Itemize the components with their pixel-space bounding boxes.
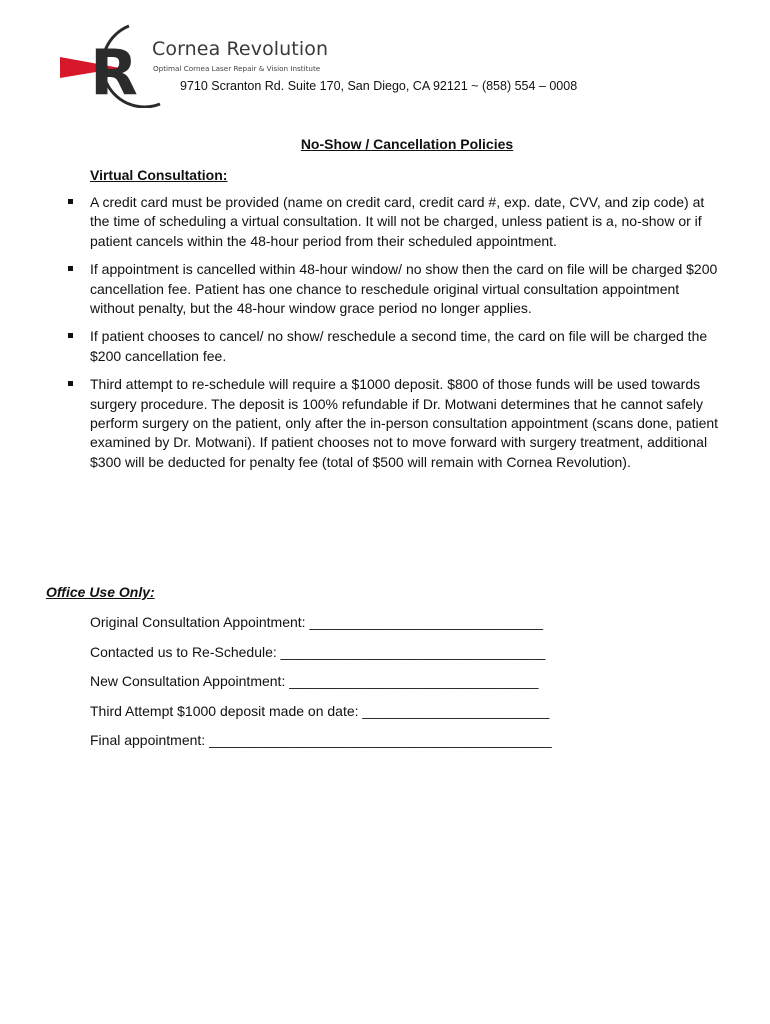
list-item bbox=[0, 327, 724, 366]
section-heading: Virtual Consultation: bbox=[90, 167, 228, 183]
form-line-final-appointment: Final appointment: ____________________________________________ bbox=[90, 732, 552, 748]
policy-text: If patient chooses to cancel/ no show/ reschedule a second time, the card on file will be charged the $200 cancellation fee. bbox=[90, 328, 708, 364]
square-bullet-icon bbox=[68, 199, 73, 204]
brand-name: Cornea Revolution bbox=[152, 38, 329, 60]
policy-list bbox=[0, 193, 770, 481]
square-bullet-icon bbox=[68, 333, 73, 338]
logo-letter: R bbox=[90, 36, 138, 108]
list-item bbox=[0, 375, 724, 472]
list-item bbox=[0, 260, 724, 318]
clinic-address: 9710 Scranton Rd. Suite 170, San Diego, CA 92121 ~ (858) 554 – 0008 bbox=[180, 79, 578, 93]
policy-text: If appointment is cancelled within 48-hour window/ no show then the card on file will be charged $200 cancellation fee. Patient has one chance to reschedule original virtual consultation appointment without penalty, but the 48-hour window grace period no longer applies. bbox=[90, 261, 718, 317]
form-line-contacted-reschedule: Contacted us to Re-Schedule: __________________________________ bbox=[90, 643, 546, 660]
policy-text: A credit card must be provided (name on credit card, credit card #, exp. date, CVV, and zip code) at the time of scheduling a virtual consultation. It will not be charged, unless patient is a, no-show or if patient cancels within the 48-hour period from their scheduled appointment. bbox=[90, 194, 705, 249]
office-use-heading: Office Use Only: bbox=[46, 584, 155, 600]
list-item bbox=[0, 193, 724, 251]
office-use-form bbox=[90, 614, 552, 762]
policy-text: Third attempt to re-schedule will require a $1000 deposit. $800 of those funds will be used towards surgery procedure. The deposit is 100% refundable if Dr. Motwani determines that he cannot safely perform surgery on the patient, only after the in-person consultation appointment (scans done, patient examined by Dr. Motwani). If patient chooses not to move forward with surgery treatment, additional $300 will be deducted for penalty fee (total of $500 will remain with Cornea Revolution). bbox=[90, 376, 719, 470]
form-line-new-consultation: New Consultation Appointment: ________________________________ bbox=[90, 673, 539, 689]
cornea-revolution-logo bbox=[58, 20, 168, 108]
page-title: No-Show / Cancellation Policies bbox=[300, 136, 514, 152]
square-bullet-icon bbox=[68, 381, 73, 386]
square-bullet-icon bbox=[68, 266, 73, 271]
form-line-third-attempt-deposit: Third Attempt $1000 deposit made on date: ________________________ bbox=[90, 702, 550, 719]
form-line-original-consultation: Original Consultation Appointment: ______________________________ bbox=[90, 614, 544, 630]
brand-tagline: Optimal Cornea Laser Repair & Vision Institute bbox=[153, 64, 321, 73]
